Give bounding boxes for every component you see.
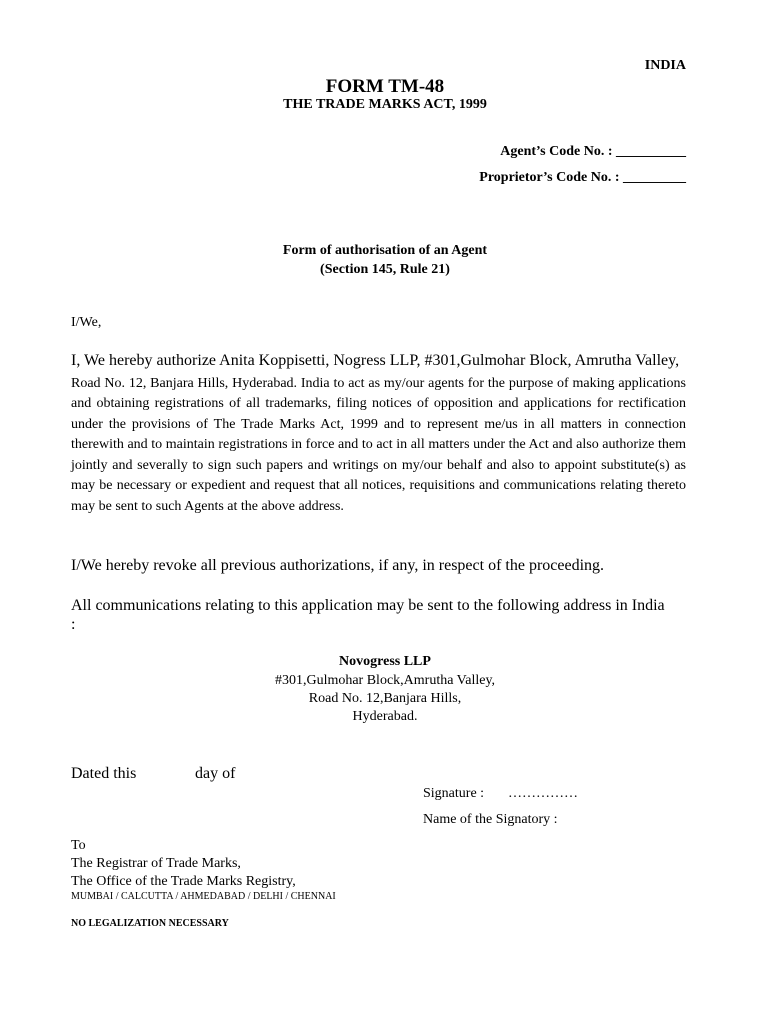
address-company-name: Novogress LLP <box>339 654 431 669</box>
dated-this-label: Dated this <box>71 765 137 782</box>
legalization-note: NO LEGALIZATION NECESSARY <box>71 918 229 929</box>
revocation-statement: I/We hereby revoke all previous authorizations, if any, in respect of the proceeding. <box>71 557 605 574</box>
form-heading-section: (Section 145, Rule 21) <box>320 262 450 277</box>
signature-blank: …………… <box>508 786 578 801</box>
authorization-first-line: I, We hereby authorize Anita Koppisetti, Nogress LLP, #301,Gulmohar Block, Amrutha Valley, <box>71 352 680 369</box>
act-title: THE TRADE MARKS ACT, 1999 <box>283 97 487 112</box>
signatory-name-label: Name of the Signatory : <box>423 812 558 827</box>
address-line-1: #301,Gulmohar Block,Amrutha Valley, <box>274 673 496 688</box>
authorization-body-text: Road No. 12, Banjara Hills, Hyderabad. India to act as my/our agents for the purpose of making applications and obtaining registrations of all trademarks, filing notices of opposition and applications for rectification under the provisions of The Trade Marks Act, 1999 and to represent me/us in all matters in connection therewith and to maintain registrations in force and to act in all matters under the Act and also authorize them jointly and severally to sign such papers and writings on my/our behalf and also to appoint substitute(s) as may be necessary or expedient and request that all notices, requisitions and communications relating thereto may be sent to such Agents at the above address. <box>71 375 686 514</box>
address-line-3: Hyderabad. <box>352 709 418 724</box>
recipient-registrar: The Registrar of Trade Marks, <box>71 856 241 871</box>
communication-colon: : <box>71 616 76 633</box>
signature-label: Signature : <box>423 786 485 801</box>
recipient-office: The Office of the Trade Marks Registry, <box>71 874 296 889</box>
country-label: INDIA <box>644 58 686 73</box>
salutation: I/We, <box>71 315 102 330</box>
day-of-label: day of <box>195 765 236 782</box>
recipient-to: To <box>71 838 86 853</box>
communication-statement: All communications relating to this application may be sent to the following address in India <box>71 597 665 614</box>
address-line-2: Road No. 12,Banjara Hills, <box>308 691 462 706</box>
authorization-paragraph <box>71 351 686 517</box>
proprietor-code-field: Proprietor’s Code No. : _________ <box>479 170 686 185</box>
form-title: FORM TM-48 <box>325 76 445 97</box>
agent-code-field: Agent’s Code No. : __________ <box>500 144 686 159</box>
form-heading-title: Form of authorisation of an Agent <box>282 243 488 258</box>
recipient-cities: MUMBAI / CALCUTTA / AHMEDABAD / DELHI / CHENNAI <box>71 891 336 902</box>
